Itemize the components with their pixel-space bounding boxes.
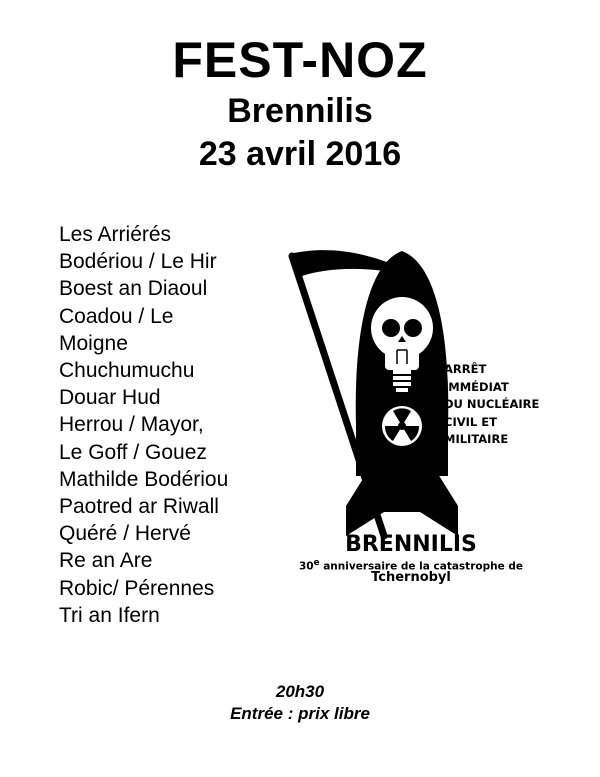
poster-caption-name: Tchernobyl: [371, 570, 451, 585]
list-item: Re an Are: [59, 549, 153, 573]
list-item: Herrou / Mayor,: [59, 413, 204, 437]
list-item: Les Arriérés: [59, 223, 172, 246]
event-title: FEST-NOZ: [172, 32, 428, 88]
slogan-line: MILITAIRE: [444, 432, 509, 446]
list-item: Tri an Ifern: [59, 603, 160, 627]
slogan-line: IMMÉDIAT: [444, 379, 509, 394]
list-item: Quéré / Hervé: [59, 522, 191, 546]
slogan-line: CIVIL ET: [444, 414, 497, 429]
list-item: Mathilde Bodériou: [59, 467, 229, 491]
event-location: Brennilis: [227, 92, 373, 130]
list-item: Boest an Diaoul: [59, 277, 208, 301]
event-time: 20h30: [275, 682, 325, 701]
event-entry: Entrée : prix libre: [230, 704, 370, 723]
list-item: Douar Hud: [59, 386, 161, 410]
artist-list: [59, 221, 269, 629]
list-item: Coadou / Le: [59, 304, 174, 328]
list-item: Moigne: [59, 331, 128, 355]
caption-ordinal: e: [313, 558, 320, 568]
slogan-text: [444, 361, 554, 449]
caption-text: anniversaire de la catastrophe de: [319, 560, 523, 573]
anti-nuclear-poster: [272, 236, 550, 600]
list-item: Chuchumuchu: [59, 359, 195, 383]
slogan-line: DU NUCLÉAIRE: [444, 397, 540, 411]
slogan-line: ARRÊT: [444, 362, 487, 376]
caption-number: 30: [299, 560, 314, 573]
list-item: Le Goff / Gouez: [59, 440, 207, 464]
list-item: Bodériou / Le Hir: [59, 250, 217, 274]
poster-title: BRENNILIS: [345, 532, 477, 557]
event-footer: [0, 681, 600, 725]
list-item: Robic/ Pérennes: [59, 576, 215, 600]
poster-header: [0, 30, 600, 176]
event-date: 23 avril 2016: [198, 135, 402, 173]
list-item: Paotred ar Riwall: [59, 495, 219, 519]
